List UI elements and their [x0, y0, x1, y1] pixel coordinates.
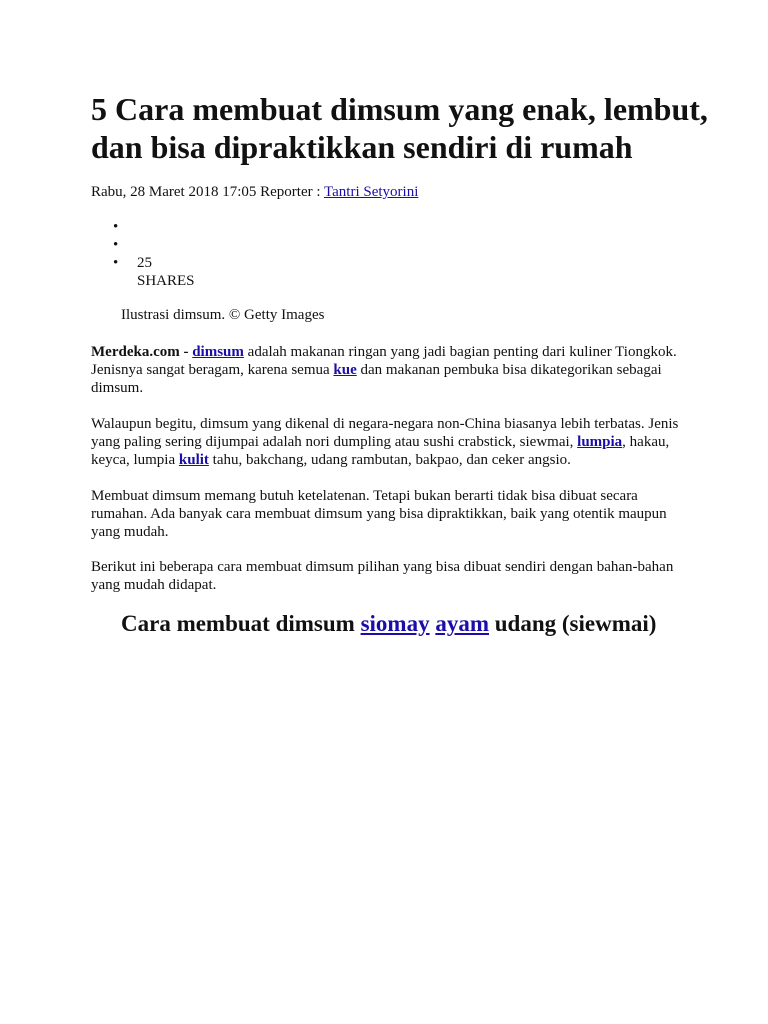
paragraph-list-intro: Berikut ini beberapa cara membuat dimsum pilihan yang bisa dibuat sendiri dengan bahan-bahan yang mudah didapat. [91, 559, 674, 593]
heading-text: udang (siewmai) [489, 611, 657, 636]
share-count: 25 [137, 255, 152, 271]
article-meta [91, 183, 418, 201]
image-caption: Ilustrasi dimsum. © Getty Images [121, 307, 325, 323]
link-siomay[interactable]: siomay [360, 611, 430, 636]
paragraph-text: tahu, bakchang, udang rambutan, bakpao, dan ceker angsio. [208, 452, 571, 468]
paragraph-effort: Membuat dimsum memang butuh ketelatenan. Tetapi bukan berarti tidak bisa dibuat secara rumahan. Ada banyak cara membuat dimsum yang bisa dipraktikkan, baik yang otentik maupun yang mudah. [91, 488, 667, 540]
section-heading [121, 610, 656, 638]
link-dimsum[interactable]: dimsum [192, 344, 244, 360]
paragraph-types [91, 415, 681, 469]
paragraph-text: adalah makanan ringan yang jadi bagian penting dari kuliner Tiongkok. Jenisnya sangat beragam, karena semua [91, 344, 677, 378]
publish-date: Rabu, 28 Maret 2018 17:05 Reporter : [91, 184, 325, 200]
article-title: 5 Cara membuat dimsum yang enak, lembut, dan bisa dipraktikkan sendiri di rumah [91, 91, 708, 165]
share-label: SHARES [137, 273, 195, 289]
paragraph-text: , hakau, keyca, lumpia [91, 434, 670, 468]
share-item-2[interactable] [91, 236, 195, 254]
link-lumpia[interactable]: lumpia [577, 434, 623, 450]
share-count-item [91, 254, 195, 290]
source-label: Merdeka.com - [91, 344, 193, 360]
link-ayam[interactable]: ayam [435, 611, 490, 636]
paragraph-intro [91, 343, 681, 397]
reporter-link[interactable]: Tantri Setyorini [324, 184, 419, 200]
heading-text: Cara membuat dimsum [121, 611, 361, 636]
share-item-1[interactable] [91, 218, 195, 236]
link-kulit[interactable]: kulit [178, 452, 209, 468]
link-kue[interactable]: kue [333, 362, 357, 378]
share-list [91, 218, 195, 290]
paragraph-text: Walaupun begitu, dimsum yang dikenal di negara-negara non-China biasanya lebih terbatas. Jenis yang paling sering dijumpai adalah nori dumpling atau sushi crabstick, siewmai, [91, 416, 679, 450]
paragraph-text: dan makanan pembuka bisa dikategorikan sebagai dimsum. [91, 362, 662, 396]
